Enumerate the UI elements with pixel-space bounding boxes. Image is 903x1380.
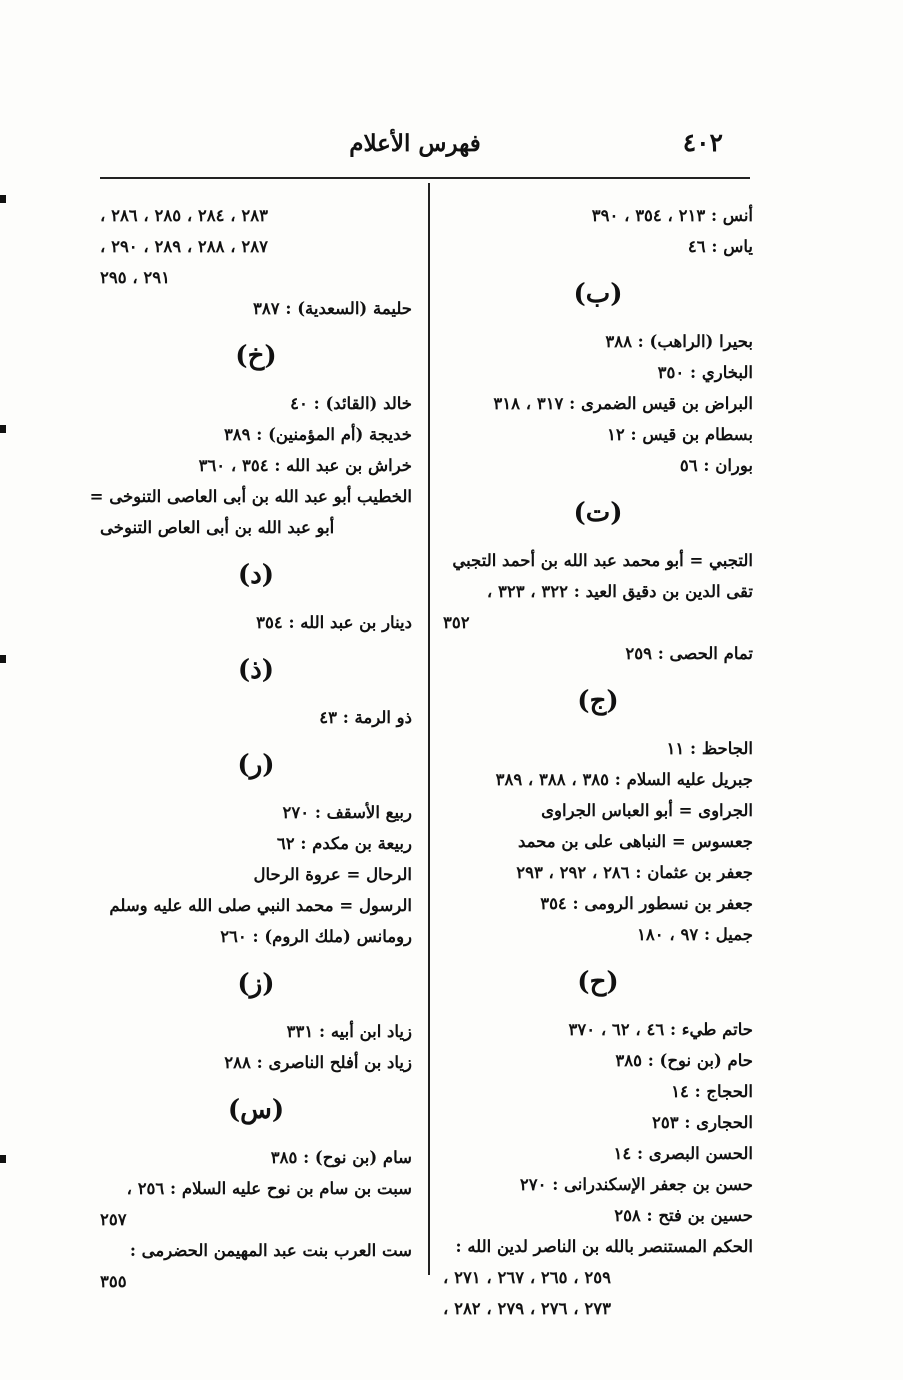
scan-margin-mark	[0, 425, 6, 433]
index-entry: ذو الرمة : ٤٣	[319, 708, 412, 727]
index-entry: البخاري : ٣٥٠	[657, 363, 753, 382]
index-entry: أنس : ٢١٣ ، ٣٥٤ ، ٣٩٠	[591, 206, 753, 225]
index-entry: خالد (القائد) : ٤٠	[290, 394, 412, 413]
letter-heading: (ز)	[237, 969, 275, 999]
index-entry: تقى الدين بن دقيق العيد : ٣٢٢ ، ٣٢٣ ،	[486, 582, 753, 601]
letter-heading: (خ)	[235, 341, 277, 371]
letter-heading: (ح)	[577, 967, 619, 997]
index-entry: الحكم المستنصر بالله بن الناصر لدين الله :	[455, 1237, 753, 1256]
letter-heading: (د)	[237, 560, 275, 590]
letter-heading: (س)	[227, 1095, 285, 1125]
index-entry: جعفر بن عثمان : ٢٨٦ ، ٢٩٢ ، ٢٩٣	[516, 863, 753, 882]
letter-heading: (ب)	[573, 279, 623, 309]
index-entry: خراش بن عبد الله : ٣٥٤ ، ٣٦٠	[198, 456, 412, 475]
page-title: فهرس الأعلام	[349, 130, 481, 157]
index-entry: سام (بن نوح) : ٣٨٥	[270, 1148, 412, 1167]
index-entry: الجاحظ : ١١	[666, 739, 753, 758]
index-entry-continuation: ٢٨٣ ، ٢٨٤ ، ٢٨٥ ، ٢٨٦ ،	[100, 206, 268, 225]
index-entry: جعفر بن نسطور الرومى : ٣٥٤	[540, 894, 753, 913]
index-entry-continuation: أبو عبد الله بن أبى العاص التنوخى	[100, 518, 335, 537]
index-column-right	[443, 200, 753, 1324]
index-entry: بوران : ٥٦	[679, 456, 753, 475]
index-entry-continuation: ٢٧٣ ، ٢٧٦ ، ٢٧٩ ، ٢٨٢ ،	[443, 1299, 611, 1318]
index-entry: جعسوس = النباهى على بن محمد	[517, 832, 753, 851]
index-entry-continuation: ٣٥٢	[443, 613, 470, 632]
index-column-left	[89, 200, 412, 1297]
index-entry-continuation: ٢٨٧ ، ٢٨٨ ، ٢٨٩ ، ٢٩٠ ،	[100, 237, 268, 256]
index-entry: الخطيب أبو عبد الله بن أبى العاصى التنوخى =	[89, 487, 412, 506]
letter-heading: (ت)	[573, 498, 623, 528]
index-entry: حسين بن فتح : ٢٥٨	[614, 1206, 753, 1225]
page-number: ٤٠٢	[682, 128, 723, 157]
letter-heading: (ج)	[577, 686, 619, 716]
index-entry: حام (بن نوح) : ٣٨٥	[615, 1051, 753, 1070]
scan-margin-mark	[0, 655, 6, 663]
index-entry: رومانس (ملك الروم) : ٢٦٠	[220, 927, 412, 946]
index-entry: حسن بن جعفر الإسكندرانى : ٢٧٠	[519, 1175, 753, 1194]
index-entry-continuation: ٢٥٧	[100, 1210, 127, 1229]
index-entry: خديجة (أم المؤمنين) : ٣٨٩	[223, 425, 412, 444]
index-entry: الحجارى : ٢٥٣	[652, 1113, 753, 1132]
index-entry-continuation: ٢٩١ ، ٢٩٥	[100, 268, 171, 287]
index-entry: جميل : ٩٧ ، ١٨٠	[637, 925, 753, 944]
index-entry: جبريل عليه السلام : ٣٨٥ ، ٣٨٨ ، ٣٨٩	[495, 770, 753, 789]
index-entry: الحجاج : ١٤	[671, 1082, 753, 1101]
index-entry: زياد بن أفلح الناصرى : ٢٨٨	[224, 1053, 412, 1072]
index-entry: دينار بن عبد الله : ٣٥٤	[256, 613, 412, 632]
index-entry: البراض بن قيس الضمرى : ٣١٧ ، ٣١٨	[493, 394, 753, 413]
header-divider	[100, 177, 750, 179]
index-entry: زياد ابن أبيه : ٣٣١	[286, 1022, 412, 1041]
scan-margin-mark	[0, 1155, 6, 1163]
column-divider	[428, 183, 430, 1275]
index-entry: التجبي = أبو محمد عبد الله بن أحمد التجبي	[452, 551, 753, 570]
letter-heading: (ذ)	[237, 655, 275, 685]
index-entry: ياس : ٤٦	[687, 237, 753, 256]
index-entry: حليمة (السعدية) : ٣٨٧	[253, 299, 412, 318]
index-entry: بحيرا (الراهب) : ٣٨٨	[605, 332, 753, 351]
index-entry: الجراوى = أبو العباس الجراوى	[541, 801, 753, 820]
index-entry: حاتم طيء : ٤٦ ، ٦٢ ، ٣٧٠	[568, 1020, 753, 1039]
letter-heading: (ر)	[237, 750, 275, 780]
index-entry-continuation: ٣٥٥	[100, 1272, 127, 1291]
index-entry: الرحال = عروة الرحال	[253, 865, 412, 884]
scan-margin-mark	[0, 195, 6, 203]
index-entry: ربيع الأسقف : ٢٧٠	[282, 803, 412, 822]
index-entry: الرسول = محمد النبي صلى الله عليه وسلم	[109, 896, 412, 915]
index-entry: ربيعة بن مكدم : ٦٢	[276, 834, 412, 853]
index-entry: سبت بن سام بن نوح عليه السلام : ٢٥٦ ،	[126, 1179, 412, 1198]
index-entry: بسطام بن قيس : ١٢	[607, 425, 753, 444]
index-entry: ست العرب بنت عبد المهيمن الحضرمى :	[129, 1241, 412, 1260]
index-entry: تمام الحصى : ٢٥٩	[625, 644, 753, 663]
index-entry-continuation: ٢٥٩ ، ٢٦٥ ، ٢٦٧ ، ٢٧١ ،	[443, 1268, 611, 1287]
index-entry: الحسن البصرى : ١٤	[613, 1144, 753, 1163]
